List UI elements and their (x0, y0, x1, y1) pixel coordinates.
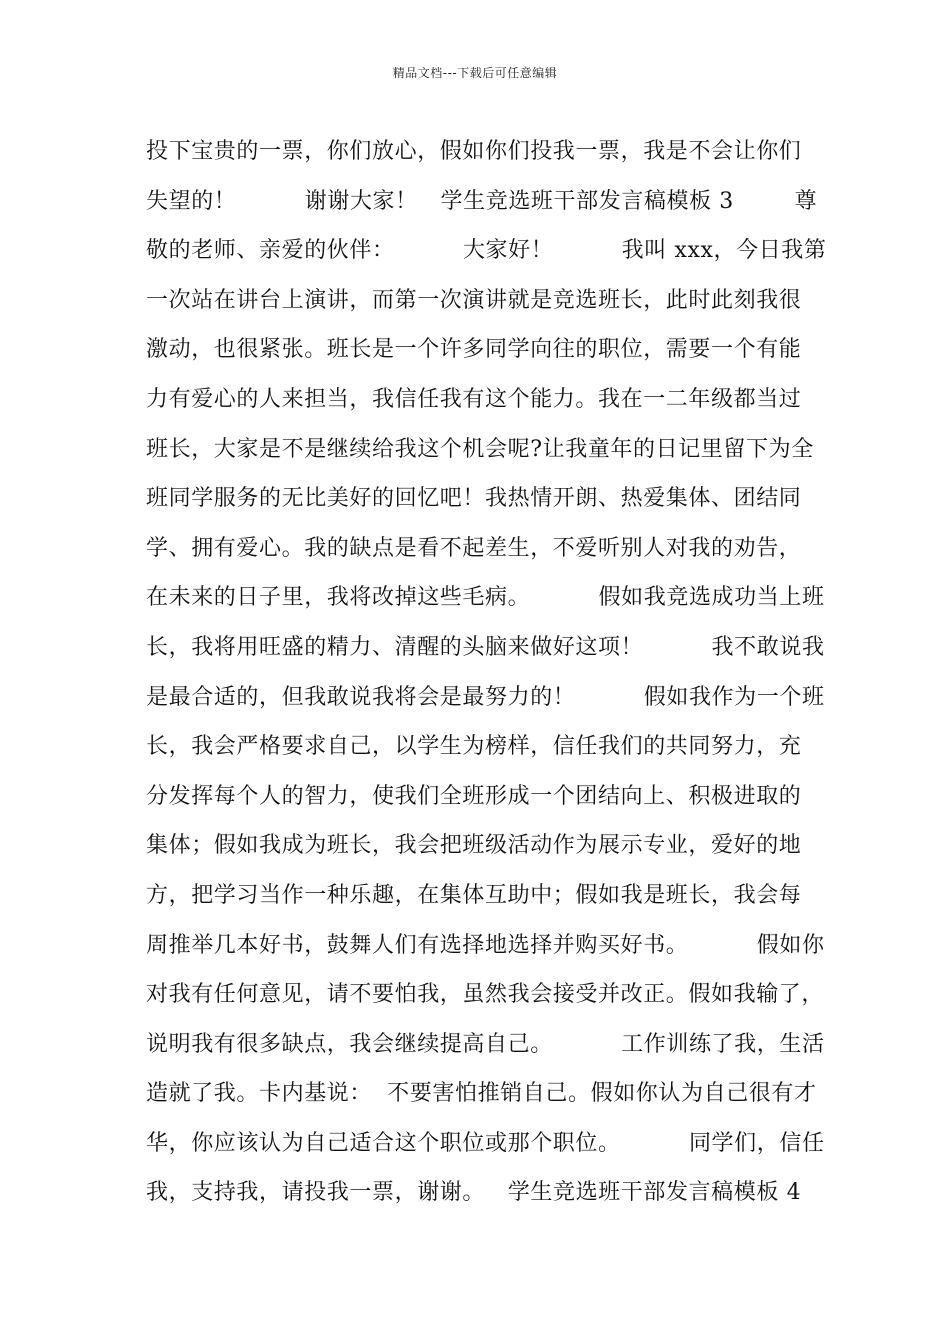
text-line: 学、拥有爱心。我的缺点是看不起差生，不爱听别人对我的劝告， (146, 535, 802, 561)
text-line: 长，我会严格要求自己，以学生为榜样，信任我们的共同努力，充 (146, 734, 802, 760)
text-line: 华，你应该认为自己适合这个职位或那个职位。 同学们，信任 (146, 1130, 825, 1156)
text-line: 周推举几本好书，鼓舞人们有选择地选择并购买好书。 假如你 (146, 932, 825, 958)
body-text (146, 127, 846, 1218)
text-line: 力有爱心的人来担当，我信任我有这个能力。我在一二年级都当过 (146, 386, 802, 412)
text-line: 是最合适的，但我敢说我将会是最努力的！ 假如我作为一个班 (146, 684, 825, 710)
text-line: 一次站在讲台上演讲，而第一次演讲就是竞选班长，此时此刻我很 (146, 287, 802, 313)
text-line: 投下宝贵的一票，你们放心，假如你们投我一票，我是不会让你们 (146, 139, 802, 164)
text-line: 班长，大家是不是继续给我这个机会呢?让我童年的日记里留下为全 (146, 436, 814, 462)
text-line: 集体；假如我成为班长，我会把班级活动作为展示专业，爱好的地 (146, 833, 802, 859)
text-line: 我，支持我，请投我一票，谢谢。 学生竞选班干部发言稿模板 4 (146, 1180, 802, 1206)
text-line: 对我有任何意见，请不要怕我，虽然我会接受并改正。假如我输了， (146, 982, 825, 1008)
text-line: 造就了我。卡内基说： 不要害怕推销自己。假如你认为自己很有才 (146, 1081, 817, 1107)
text-line: 班同学服务的无比美好的回忆吧！我热情开朗、热爱集体、团结同 (146, 486, 802, 512)
text-line: 激动，也很紧张。班长是一个许多同学向往的职位，需要一个有能 (146, 337, 802, 363)
text-line: 失望的！ 谢谢大家！ 学生竞选班干部发言稿模板 3 尊 (146, 188, 818, 214)
text-line: 在未来的日子里，我将改掉这些毛病。 假如我竞选成功当上班 (146, 585, 825, 611)
text-line: 说明我有很多缺点，我会继续提高自己。 工作训练了我，生活 (146, 1031, 825, 1057)
text-line: 敬的老师、亲爱的伙伴： 大家好！ 我叫 xxx，今日我第 (146, 238, 827, 264)
text-line: 分发挥每个人的智力，使我们全班形成一个团结向上、积极进取的 (146, 783, 802, 809)
page-header: 精品文档---下载后可任意编辑 (392, 66, 558, 80)
text-line: 方，把学习当作一种乐趣，在集体互助中；假如我是班长，我会每 (146, 882, 802, 908)
text-line: 长，我将用旺盛的精力、清醒的头脑来做好这项！ 我不敢说我 (146, 634, 825, 660)
